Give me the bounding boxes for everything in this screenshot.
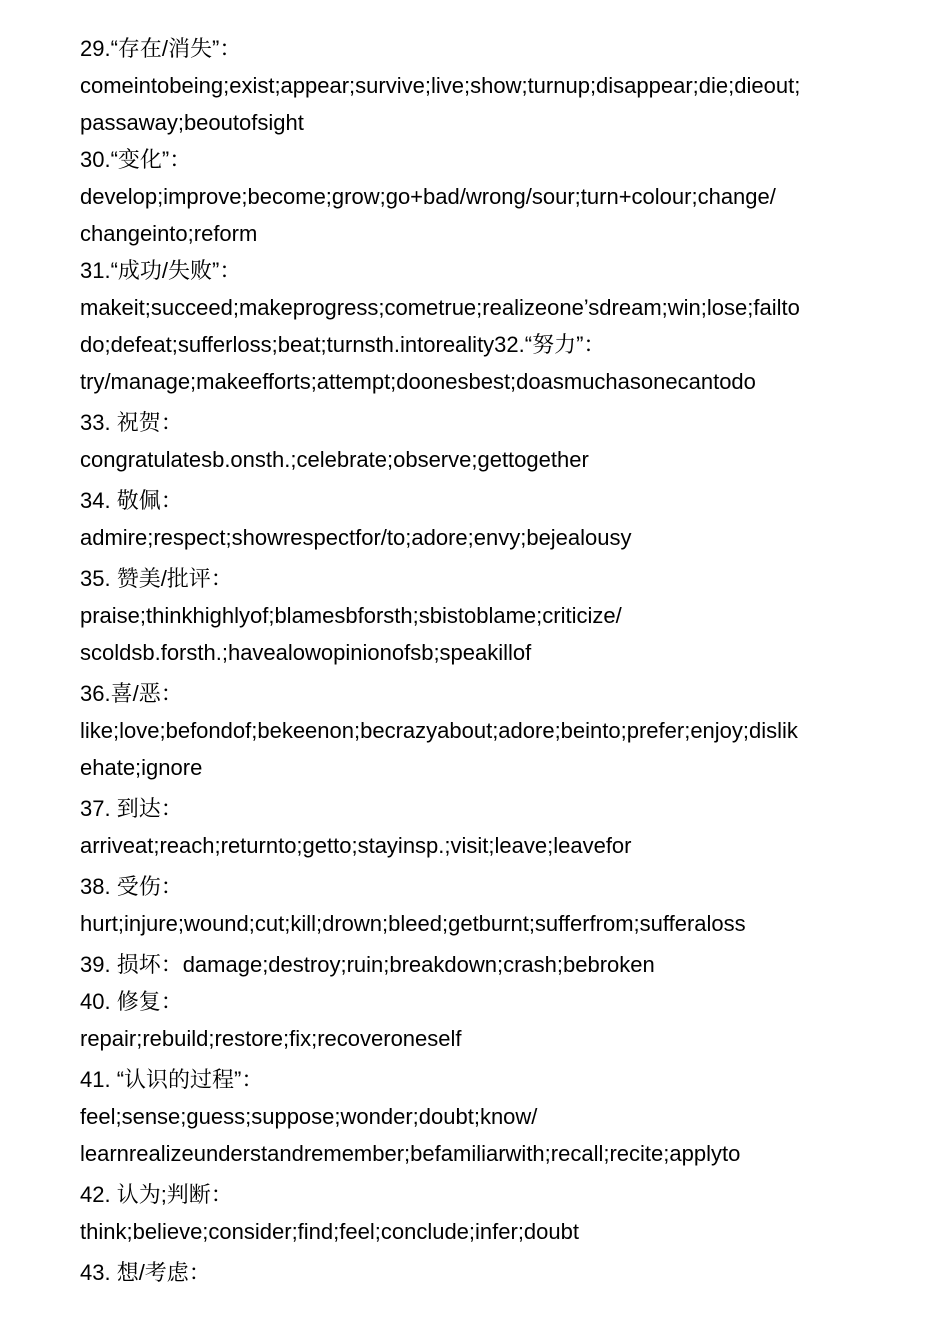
text-line: passaway;beoutofsight <box>80 110 304 135</box>
text-line: develop;improve;become;grow;go+bad/wrong/sour;turn+colour;change/ <box>80 184 776 209</box>
text-line: 34. 敬佩： <box>80 488 183 513</box>
text-line: think;believe;consider;find;feel;conclude;infer;doubt <box>80 1219 579 1244</box>
text-line: hurt;injure;wound;cut;kill;drown;bleed;getburnt;sufferfrom;sufferaloss <box>80 911 746 936</box>
text-line: changeinto;reform <box>80 221 258 246</box>
document-page <box>80 30 880 1291</box>
text-line: 30.“变化”： <box>80 147 192 172</box>
text-line: congratulatesb.onsth.;celebrate;observe;gettogether <box>80 447 589 472</box>
text-line: 36.喜/恶： <box>80 681 183 706</box>
text-line: admire;respect;showrespectfor/to;adore;envy;bejealousy <box>80 525 632 550</box>
text-line: 40. 修复： <box>80 989 183 1014</box>
text-line: feel;sense;guess;suppose;wonder;doubt;know/ <box>80 1104 538 1129</box>
text-line: learnrealizeunderstandremember;befamiliarwith;recall;recite;applyto <box>80 1141 741 1166</box>
text-line: like;love;befondof;bekeenon;becrazyabout;adore;beinto;prefer;enjoy;dislik <box>80 718 798 743</box>
text-line: 41. “认识的过程”： <box>80 1067 264 1092</box>
text-line: praise;thinkhighlyof;blamesbforsth;sbistoblame;criticize/ <box>80 603 622 628</box>
text-line: 43. 想/考虑： <box>80 1260 211 1285</box>
text-line: 39. 损坏：damage;destroy;ruin;breakdown;crash;bebroken <box>80 952 655 977</box>
text-line: comeintobeing;exist;appear;survive;live;show;turnup;disappear;die;dieout; <box>80 73 801 98</box>
text-line: 33. 祝贺： <box>80 410 183 435</box>
text-line: 38. 受伤： <box>80 874 183 899</box>
text-line: 29.“存在/消失”： <box>80 36 242 61</box>
text-line: 37. 到达： <box>80 796 183 821</box>
text-line: do;defeat;sufferloss;beat;turnsth.intoreality32.“努力”： <box>80 332 606 357</box>
text-line: repair;rebuild;restore;fix;recoveroneself <box>80 1026 462 1051</box>
text-line: 31.“成功/失败”： <box>80 258 242 283</box>
text-line: 42. 认为;判断： <box>80 1182 233 1207</box>
text-line: arriveat;reach;returnto;getto;stayinsp.;visit;leave;leavefor <box>80 833 632 858</box>
text-line: makeit;succeed;makeprogress;cometrue;realizeone’sdream;win;lose;failto <box>80 295 800 320</box>
text-line: 35. 赞美/批评： <box>80 566 233 591</box>
text-line: try/manage;makeefforts;attempt;doonesbest;doasmuchasonecantodo <box>80 369 756 394</box>
text-line: scoldsb.forsth.;havealowopinionofsb;speakillof <box>80 640 532 665</box>
text-line: ehate;ignore <box>80 755 203 780</box>
